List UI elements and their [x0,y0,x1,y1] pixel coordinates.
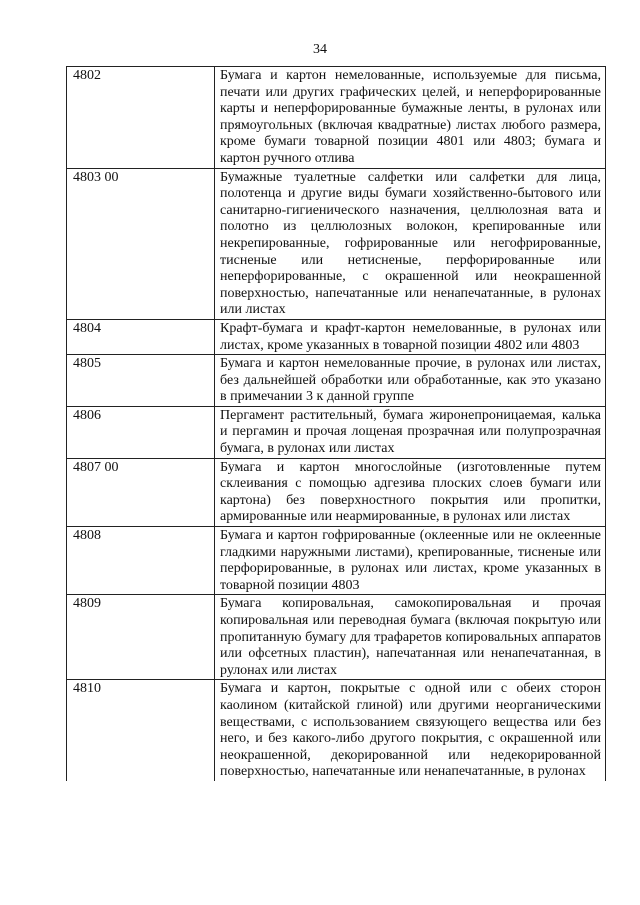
code-cell: 4807 00 [67,458,215,526]
code-cell: 4806 [67,406,215,458]
table-row [67,319,606,354]
tariff-table [66,66,606,781]
description-cell: Бумага и картон немелованные прочие, в рулонах или листах, без дальнейшей обработки или обработанные, как это указано в примечании 3 к данной группе [215,355,606,407]
code-cell: 4808 [67,527,215,595]
description-cell: Бумага и картон гофрированные (оклеенные или не оклеенные гладкими наружными листами), крепированные, тисненые или перфорированные, в рулонах или листах, кроме указанных в товарной позиции 4803 [215,527,606,595]
description-cell: Пергамент растительный, бумага жиронепроницаемая, калька и пергамин и прочая лощеная прозрачная или полупрозрачная бумага, в рулонах или листах [215,406,606,458]
description-cell: Бумажные туалетные салфетки или салфетки для лица, полотенца и другие виды бумаги хозяйственно-бытового или санитарно-гигиенического назначения, целлюлозная вата и полотно из целлюлозных волокон, крепированные или некрепированные, гофрированные или негофрированные, тисненые или нетисненые, перфорированные или неперфорированные, с окрашенной или неокрашенной поверхностью, напечатанные или ненапечатанные, в рулонах или листах [215,168,606,319]
description-cell: Бумага и картон, покрытые с одной или с обеих сторон каолином (китайской глиной) или другими неорганическими веществами, с использованием связующего вещества или без него, и без какого-либо другого покрытия, с окрашенной или неокрашенной, декорированной или недекорированной поверхностью, напечатанные или ненапечатанные, в рулонах [215,680,606,781]
code-cell: 4809 [67,595,215,680]
table-row [67,355,606,407]
table-row [67,458,606,526]
code-cell: 4810 [67,680,215,781]
table-row [67,680,606,781]
code-cell: 4802 [67,67,215,169]
page-number: 34 [313,42,327,57]
table-row [67,168,606,319]
table-row [67,406,606,458]
description-cell: Бумага и картон многослойные (изготовленные путем склеивания с помощью адгезива плоских слоев бумаги или картона) без поверхностного покрытия или пропитки, армированные или неармированные, в рулонах или листах [215,458,606,526]
code-cell: 4803 00 [67,168,215,319]
description-cell: Бумага копировальная, самокопировальная и прочая копировальная или переводная бумага (включая покрытую или пропитанную бумагу для трафаретов копировальных аппаратов или офсетных пластин), напечатанная или ненапечатанная, в рулонах или листах [215,595,606,680]
description-cell: Крафт-бумага и крафт-картон немелованные, в рулонах или листах, кроме указанных в товарной позиции 4802 или 4803 [215,319,606,354]
description-cell: Бумага и картон немелованные, используемые для письма, печати или других графических целей, и неперфорированные карты и неперфорированные бумажные ленты, в рулонах или прямоугольных (включая квадратные) листах любого размера, кроме бумаги товарной позиции 4801 или 4803; бумага и картон ручного отлива [215,67,606,169]
code-cell: 4804 [67,319,215,354]
table-row [67,527,606,595]
table-row [67,67,606,169]
table-row [67,595,606,680]
code-cell: 4805 [67,355,215,407]
